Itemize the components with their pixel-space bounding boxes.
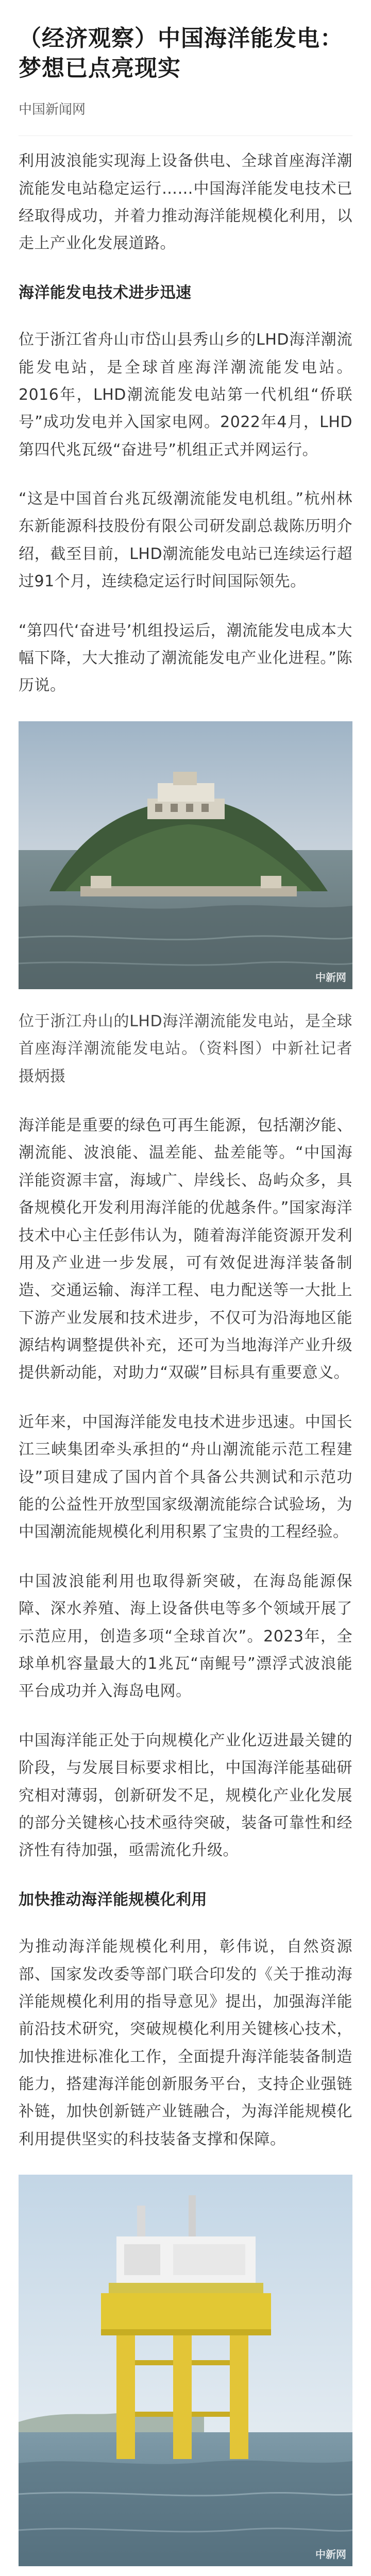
paragraph-intro: 利用波浪能实现海上设备供电、全球首座海洋潮流能发电站稳定运行……中国海洋能发电技术已经取得成功，并着力推动海洋能规模化利用，以走上产业化发展道路。 [19,152,352,253]
article-source: 中国新闻网 [19,102,86,118]
paragraph-guidance: 为推动海洋能规模化利用，彰伟说，自然资源部、国家发改委等部门联合印发的《关于推动海洋能规模化利用的指导意见》提出，加强海洋能前沿技术研究，突破规模化利用关键核心技术，加快推进标准化工作，全面提升海洋能装备制造能力，搭建海洋能创新服务平台，支持企业强链补链，加快创新链产业链融合，为海洋能规模化利用提供坚实的科技装备支撑和保障。 [19,1938,352,2148]
photo-lhd-island-image [19,721,352,989]
photo-tidal-platform-image [19,2175,352,2566]
photo-watermark: 中新网 [315,2548,346,2561]
photo-sanxia-tidal [19,2175,352,2566]
paragraph-key-stage: 中国海洋能正处于向规模化产业化迈进最关键的阶段，与发展目标要求相比，中国海洋能基础研究相对薄弱，创新研发不足，规模化产业化发展的部分关键核心技术亟待突破，装备可靠性和经济性有待加强，亟需流化升级。 [19,1731,352,1860]
caption-lhd-station: 位于浙江舟山的LHD海洋潮流能发电站，是全球首座海洋潮流能发电站。（资料图）中新社记者摄炳摄 [19,1012,352,1086]
paragraph-lhd-station: 位于浙江省舟山市岱山县秀山乡的LHD海洋潮流能发电站，是全球首座海洋潮流能发电站。2016年，LHD潮流能发电站第一代机组“侨联号”成功发电并入国家电网。2022年4月，LHD第四代兆瓦级“奋进号”机组正式并网运行。 [19,331,352,459]
paragraph-wave-energy: 中国波浪能利用也取得新突破，在海岛能源保障、深水养殖、海上设备供电等多个领域开展了示范应用，创造多项“全球首次”。2023年，全球单机容量最大的1兆瓦“南鲲号”漂浮式波浪能平台成功并入海岛电网。 [19,1572,352,1701]
photo-lhd-station [19,721,352,989]
paragraph-lhd-quote: “这是中国首台兆瓦级潮流能发电机组。”杭州林东新能源科技股份有限公司研发副总裁陈历明介绍，截至目前，LHD潮流能发电站已连续运行超过91个月，连续稳定运行时间国际领先。 [19,490,352,591]
article-title: （经济观察）中国海洋能发电：梦想已点亮现实 [19,25,343,82]
paragraph-recent-progress: 近年来，中国海洋能发电技术进步迅速。中国长江三峡集团牵头承担的“舟山潮流能示范工程建设”项目建成了国内首个具备公共测试和示范功能的公益性开放型国家级潮流能综合试验场，为中国潮流能规模化利用积累了宝贵的工程经验。 [19,1413,352,1541]
article-body [0,136,371,2576]
photo-watermark: 中新网 [315,971,346,984]
paragraph-ocean-energy-resources: 海洋能是重要的绿色可再生能源，包括潮汐能、潮流能、波浪能、温差能、盐差能等。“中国海洋能资源丰富，海域广、岸线长、岛屿众多，具备规模化开发利用海洋能的优越条件。”国家海洋技术中心主任彭伟认为，随着海洋能资源开发利用及产业进一步发展，可有效促进海洋装备制造、交通运输、海洋工程、电力配送等一大批上下游产业发展和技术进步，不仅可为沿海地区能源结构调整提供补充，还可为当地海洋产业升级提供新动能，对助力“双碳”目标具有重要意义。 [19,1116,352,1382]
paragraph-fourth-gen: “第四代‘奋进号’机组投运后，潮流能发电成本大幅下降，大大推动了潮流能发电产业化进程。”陈历说。 [19,621,352,695]
subheading-scale-up: 加快推动海洋能规模化利用 [19,1890,207,1909]
subheading-tech-progress: 海洋能发电技术进步迅速 [19,283,192,302]
